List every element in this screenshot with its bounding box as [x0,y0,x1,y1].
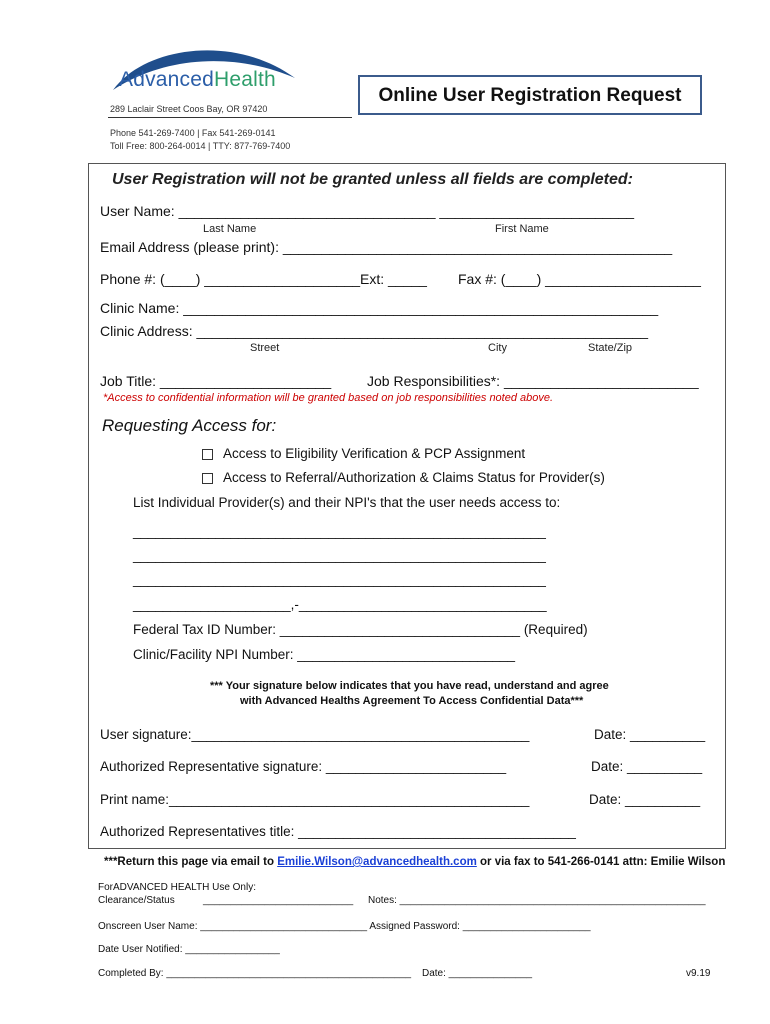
option-eligibility-label: Access to Eligibility Verification & PCP Assignment [223,446,526,461]
completed-date-field[interactable]: Date: _______________ [422,968,533,979]
access-note: *Access to confidential information will be granted based on job responsibilities noted above. [103,392,554,404]
clearance-label: Clearance/Status [98,895,175,906]
logo-text-health: Health [214,68,276,91]
header-divider [108,117,352,118]
city-caption: City [488,342,507,354]
authorized-signature-date[interactable]: Date: __________ [591,759,703,774]
checkbox-eligibility[interactable] [202,449,213,460]
org-address: 289 Laclair Street Coos Bay, OR 97420 [110,104,268,114]
org-tollfree: Toll Free: 800-264-0014 | TTY: 877-769-7400 [110,141,291,151]
requesting-access-heading: Requesting Access for: [102,416,277,435]
providers-label: List Individual Provider(s) and their NPI's that the user needs access to: [133,495,561,510]
clinic-address-field[interactable]: Clinic Address: __________________________________________________________ [100,323,649,339]
provider-line-4[interactable]: _____________________,-_________________________________ [133,597,547,612]
clinic-name-field[interactable]: Clinic Name: _____________________________________________________________ [100,300,659,316]
return-instructions [104,856,725,868]
last-name-caption: Last Name [203,223,257,235]
form-title: Online User Registration Request [378,85,682,106]
facility-npi-field[interactable]: Clinic/Facility NPI Number: _____________________________ [133,647,516,662]
return-email-link[interactable]: Emilie.Wilson@advancedhealth.com [277,856,477,868]
return-prefix: ***Return this page via email to [104,856,278,868]
provider-line-2[interactable]: _______________________________________________________ [133,548,546,563]
state-zip-caption: State/Zip [588,342,633,354]
tax-id-field[interactable]: Federal Tax ID Number: ________________________________ (Required) [133,622,588,637]
user-signature-field[interactable]: User signature:_____________________________________________ [100,727,530,742]
form-title-box [358,75,702,115]
date-notified-field[interactable]: Date User Notified: _________________ [98,944,280,955]
street-caption: Street [250,342,280,354]
access-option-referral[interactable] [202,470,605,485]
notes-field[interactable]: Notes: _______________________________________________________ [368,895,706,906]
option-referral-label: Access to Referral/Authorization & Claims Status for Provider(s) [223,470,605,485]
print-name-field[interactable]: Print name:________________________________________________ [100,792,530,807]
signature-note-line2: with Advanced Healths Agreement To Access Confidential Data*** [240,695,584,707]
access-option-eligibility[interactable] [202,446,525,461]
user-name-field[interactable]: User Name: _________________________________ _________________________ [100,203,635,219]
return-suffix: or via fax to 541-266-0141 attn: Emilie Wilson [476,856,726,868]
phone-field[interactable]: Phone #: (____) ____________________Ext: _____ [100,271,427,287]
clearance-line[interactable]: ___________________________ [203,895,354,906]
signature-note-line1: *** Your signature below indicates that you have read, understand and agree [210,680,609,692]
first-name-caption: First Name [495,223,549,235]
version-label: v9.19 [686,968,711,979]
job-title-field[interactable]: Job Title: ______________________ [100,373,332,389]
print-name-date[interactable]: Date: __________ [589,792,701,807]
logo [105,38,315,98]
provider-line-1[interactable]: _______________________________________________________ [133,524,546,539]
user-signature-date[interactable]: Date: __________ [594,727,706,742]
authorized-signature-field[interactable]: Authorized Representative signature: ________________________ [100,759,507,774]
office-use-title: ForADVANCED HEALTH Use Only: [98,882,256,893]
completed-by-field[interactable]: Completed By: ____________________________________________ [98,968,412,979]
job-responsibilities-field[interactable]: Job Responsibilities*: _________________________ [367,373,699,389]
email-field[interactable]: Email Address (please print): __________________________________________________ [100,239,673,255]
notice-heading: User Registration will not be granted unless all fields are completed: [112,171,634,188]
fax-field[interactable]: Fax #: (____) ____________________ [458,271,701,287]
org-phone: Phone 541-269-7400 | Fax 541-269-0141 [110,128,276,138]
onscreen-user-field[interactable]: Onscreen User Name: ______________________________ Assigned Password: _______________________ [98,921,591,932]
logo-text-advanced: Advanced [119,68,215,91]
checkbox-referral[interactable] [202,473,213,484]
provider-line-3[interactable]: _______________________________________________________ [133,572,546,587]
authorized-title-field[interactable]: Authorized Representatives title: _____________________________________ [100,824,576,839]
